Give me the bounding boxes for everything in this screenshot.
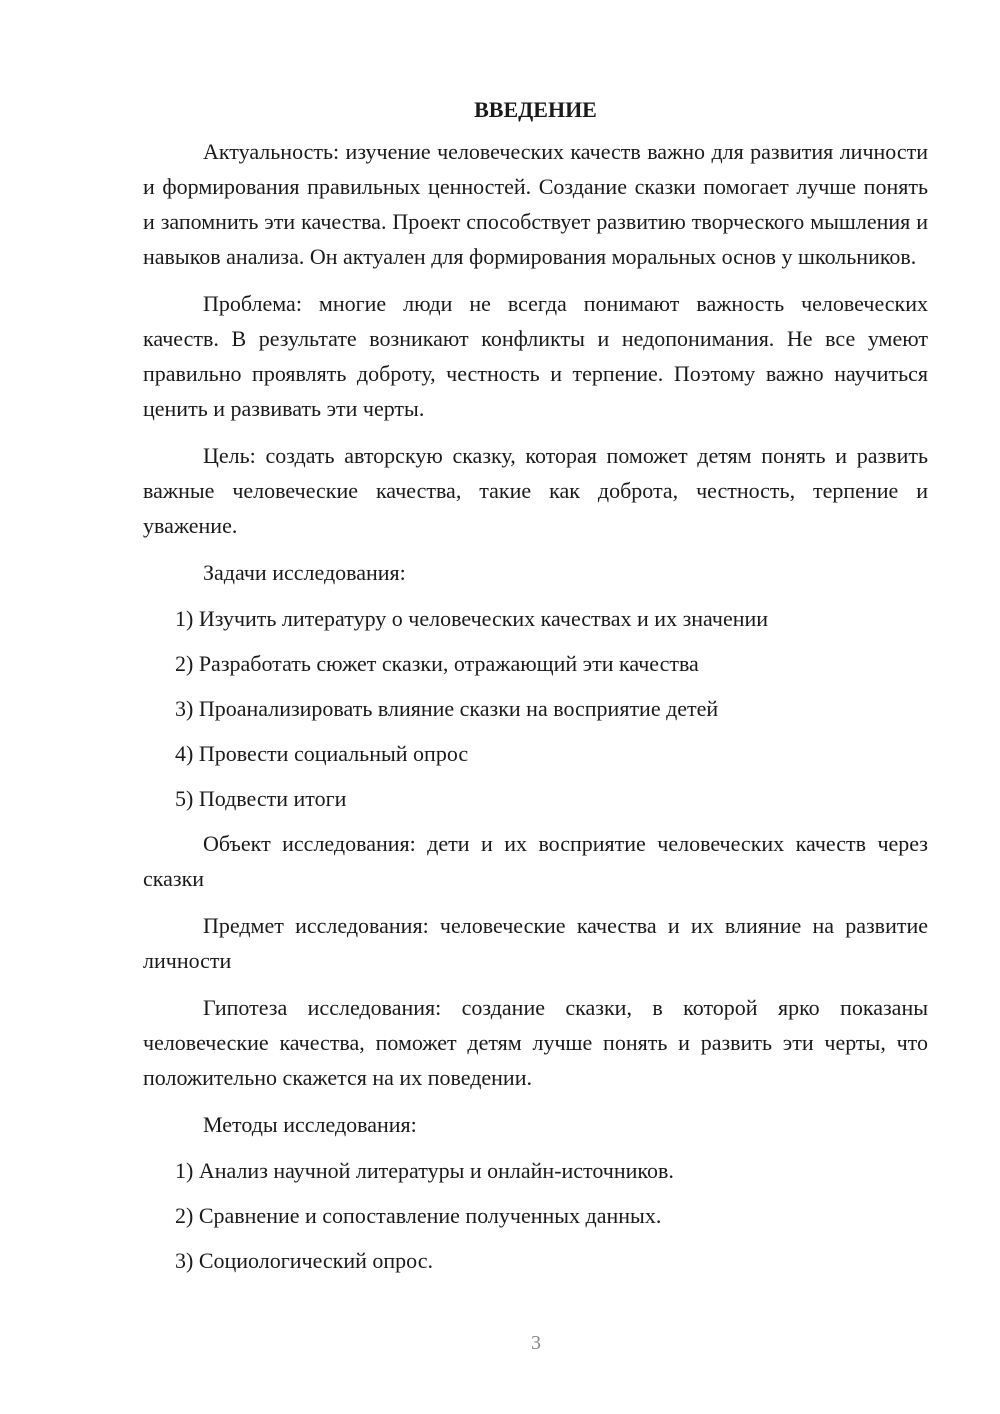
list-item: 5) Подвести итоги: [175, 786, 347, 811]
relevance-paragraph: Актуальность: изучение человеческих качеств важно для развития личности и формирования правильных ценностей. Создание сказки помогает лучше понять и запомнить эти качества. Проект способствует развитию творческого мышления и навыков анализа. Он актуален для формирования моральных основ у школьников.: [143, 139, 928, 269]
list-item: 2) Разработать сюжет сказки, отражающий эти качества: [175, 651, 699, 676]
subject-paragraph: Предмет исследования: человеческие качества и их влияние на развитие личности: [143, 913, 928, 973]
object-paragraph: Объект исследования: дети и их восприятие человеческих качеств через сказки: [143, 831, 928, 891]
document-page: [143, 92, 928, 1288]
problem-paragraph: Проблема: многие люди не всегда понимают важность человеческих качеств. В результате возникают конфликты и недопонимания. Не все умеют правильно проявлять доброту, честность и терпение. Поэтому важно научиться ценить и развивать эти черты.: [143, 291, 928, 421]
list-item: 4) Провести социальный опрос: [175, 741, 469, 766]
page-number: 3: [531, 1332, 541, 1354]
section-title: ВВЕДЕНИЕ: [474, 97, 597, 122]
goal-paragraph: Цель: создать авторскую сказку, которая поможет детям понять и развить важные человеческие качества, такие как доброта, честность, терпение и уважение.: [143, 443, 928, 538]
list-item: 3) Проанализировать влияние сказки на восприятие детей: [175, 696, 719, 721]
methods-heading: Методы исследования:: [203, 1112, 417, 1137]
list-item: 2) Сравнение и сопоставление полученных данных.: [175, 1203, 662, 1228]
list-item: 1) Изучить литературу о человеческих качествах и их значении: [175, 606, 769, 631]
methods-list: [143, 1153, 928, 1278]
hypothesis-paragraph: Гипотеза исследования: создание сказки, в которой ярко показаны человеческие качества, поможет детям лучше понять и развить эти черты, что положительно скажется на их поведении.: [143, 995, 928, 1090]
list-item: 3) Социологический опрос.: [175, 1248, 433, 1273]
tasks-heading: Задачи исследования:: [203, 560, 406, 585]
tasks-list: [143, 601, 928, 816]
list-item: 1) Анализ научной литературы и онлайн-источников.: [175, 1158, 674, 1183]
